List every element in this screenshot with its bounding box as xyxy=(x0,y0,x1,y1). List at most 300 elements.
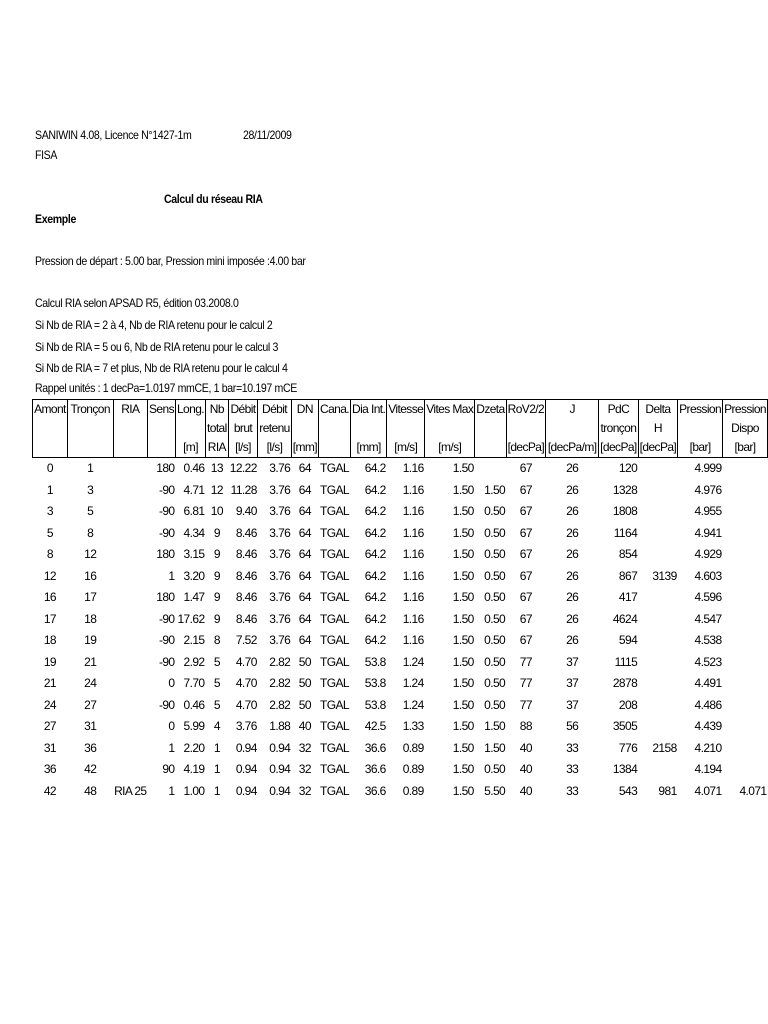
table-cell xyxy=(638,523,678,545)
table-cell: 42.5 xyxy=(364,719,386,733)
table-cell: 9 xyxy=(213,611,220,626)
table-cell xyxy=(113,609,147,631)
table-cell: 7.70 xyxy=(183,676,205,690)
table-cell: 77 xyxy=(519,697,532,712)
table-cell: 9.40 xyxy=(235,504,257,518)
table-cell: 4.491 xyxy=(694,676,722,690)
table-cell: 0 xyxy=(46,461,53,475)
table-cell: 0.50 xyxy=(484,525,506,540)
table-cell: 64.2 xyxy=(364,482,386,497)
table-cell: 1.50 xyxy=(484,740,506,755)
table-cell: 3.76 xyxy=(269,590,291,604)
table-cell: 4.210 xyxy=(694,740,722,755)
table-cell xyxy=(113,630,147,652)
table-cell: 40 xyxy=(519,740,532,755)
header-cell: [mm] xyxy=(351,438,387,458)
table-cell: 3139 xyxy=(652,568,677,583)
table-row xyxy=(33,458,768,480)
header-cell xyxy=(33,438,68,458)
table-cell: 0.50 xyxy=(484,676,506,690)
table-cell: TGAL xyxy=(320,482,349,497)
table-cell: 1.50 xyxy=(452,504,474,518)
header-cell: Vites Max xyxy=(425,400,475,420)
table-cell: 1.24 xyxy=(402,697,424,712)
table-cell xyxy=(638,695,678,717)
table-cell: 64 xyxy=(298,590,311,604)
table-cell: 53.8 xyxy=(364,697,386,712)
header-cell: Dzeta xyxy=(475,400,506,420)
table-cell: 48 xyxy=(84,783,97,798)
table-cell: 2.82 xyxy=(269,654,291,669)
table-cell: 40 xyxy=(298,719,311,733)
table-cell: 1.50 xyxy=(452,676,474,690)
table-cell: 0 xyxy=(168,719,175,733)
table-cell: 67 xyxy=(519,482,532,497)
table-cell: 16 xyxy=(84,568,97,583)
table-cell: TGAL xyxy=(320,740,349,755)
table-cell: 981 xyxy=(658,783,677,798)
table-cell: 1.88 xyxy=(269,719,291,733)
header-cell xyxy=(506,419,546,438)
table-cell: 1.50 xyxy=(452,783,474,798)
table-cell: 64.2 xyxy=(364,461,386,475)
header-cell xyxy=(546,419,599,438)
table-cell: 12 xyxy=(84,547,97,561)
table-cell: 1.50 xyxy=(452,568,474,583)
table-cell: 8 xyxy=(46,547,53,561)
table-cell: 26 xyxy=(566,482,579,497)
table-cell: 0.50 xyxy=(484,611,506,626)
table-cell xyxy=(475,458,506,480)
table-cell: 32 xyxy=(298,783,311,798)
header-cell xyxy=(175,419,205,438)
table-cell: 36.6 xyxy=(364,740,386,755)
table-cell: 4.976 xyxy=(694,482,722,497)
table-cell: 21 xyxy=(43,676,56,690)
table-cell: 24 xyxy=(84,676,97,690)
table-cell: 1 xyxy=(168,740,175,755)
table-cell: 0.94 xyxy=(269,740,291,755)
table-cell: 37 xyxy=(566,697,579,712)
table-cell: 1.16 xyxy=(402,568,424,583)
table-cell: 64.2 xyxy=(364,547,386,561)
table-cell xyxy=(723,738,768,760)
table-cell xyxy=(113,523,147,545)
header-cell: retenu xyxy=(258,419,291,438)
table-cell: 1.50 xyxy=(452,461,474,475)
table-header xyxy=(33,400,768,458)
table-cell: 26 xyxy=(566,611,579,626)
header-cell xyxy=(425,419,475,438)
table-cell xyxy=(113,673,147,695)
table-row xyxy=(33,523,768,545)
table-cell: 4.486 xyxy=(694,697,722,712)
table-cell: 4.929 xyxy=(694,547,722,561)
header-cell xyxy=(319,419,351,438)
table-cell: 4.439 xyxy=(694,719,722,733)
table-cell: 1164 xyxy=(613,525,638,540)
table-cell: 4.538 xyxy=(694,633,722,647)
table-cell: 36.6 xyxy=(364,783,386,798)
table-cell xyxy=(723,566,768,588)
table-cell: 21 xyxy=(84,654,97,669)
table-cell: 64.2 xyxy=(364,504,386,518)
table-cell: 77 xyxy=(519,654,532,669)
header-cell: Nb xyxy=(206,400,229,420)
header-cell: brut xyxy=(228,419,258,438)
table-cell: 1.16 xyxy=(402,633,424,647)
table-cell: 180 xyxy=(156,547,175,561)
header-cell: J xyxy=(546,400,599,420)
header-cell xyxy=(33,419,68,438)
calc-note: Si Nb de RIA = 5 ou 6, Nb de RIA retenu pour le calcul 3 xyxy=(35,340,278,354)
table-cell: 1 xyxy=(213,740,220,755)
table-cell: 1.24 xyxy=(402,676,424,690)
table-cell: 0.50 xyxy=(484,504,506,518)
table-cell: 3.76 xyxy=(269,461,291,475)
table-cell: 1.16 xyxy=(402,504,424,518)
header-cell: RIA xyxy=(113,400,147,420)
table-cell: 180 xyxy=(156,461,175,475)
table-cell: 1.50 xyxy=(452,762,474,776)
table-cell: 1.16 xyxy=(402,590,424,604)
table-cell: 3 xyxy=(87,482,94,497)
table-cell: 36 xyxy=(43,762,56,776)
table-cell: 1.50 xyxy=(452,611,474,626)
table-cell xyxy=(723,716,768,738)
calc-note: Si Nb de RIA = 7 et plus, Nb de RIA retenu pour le calcul 4 xyxy=(35,361,288,375)
header-cell: Dia Int. xyxy=(351,400,387,420)
table-cell: 27 xyxy=(84,697,97,712)
table-cell: 90 xyxy=(162,762,175,776)
table-cell: TGAL xyxy=(320,719,349,733)
table-cell: 854 xyxy=(618,547,638,561)
table-cell: 1.16 xyxy=(402,461,424,475)
table-cell xyxy=(723,523,768,545)
table-cell: 0.46 xyxy=(183,461,205,475)
table-cell: 1328 xyxy=(612,482,638,497)
table-cell: 64 xyxy=(298,482,311,497)
table-cell: 31 xyxy=(84,719,97,733)
table-cell: 67 xyxy=(519,633,532,647)
table-cell xyxy=(723,695,768,717)
table-cell: 33 xyxy=(566,740,579,755)
table-cell: 5.50 xyxy=(484,783,506,798)
table-cell: 36.6 xyxy=(364,762,386,776)
table-row xyxy=(33,566,768,588)
table-cell: 3.76 xyxy=(269,611,291,626)
header-cell: Pression xyxy=(723,400,768,420)
document-subtitle: Exemple xyxy=(35,212,76,226)
table-cell: TGAL xyxy=(320,504,349,518)
header-cell xyxy=(351,419,387,438)
table-cell: 3.76 xyxy=(269,547,291,561)
header-cell: Long. xyxy=(175,400,205,420)
header-cell: [mm] xyxy=(291,438,318,458)
table-cell: 3.76 xyxy=(269,568,291,583)
table-cell: 0.89 xyxy=(402,783,424,798)
header-cell xyxy=(148,438,176,458)
table-cell: 4.547 xyxy=(694,611,722,626)
table-cell: 67 xyxy=(519,504,532,518)
table-cell: 2158 xyxy=(652,740,677,755)
table-cell: 0.50 xyxy=(484,762,506,776)
table-cell: 1 xyxy=(46,482,53,497)
table-cell: 5 xyxy=(213,654,220,669)
table-cell xyxy=(113,652,147,674)
table-cell: 4 xyxy=(213,719,220,733)
table-cell: 1115 xyxy=(614,654,638,669)
table-cell: 3.76 xyxy=(269,504,291,518)
table-cell: 4.596 xyxy=(694,590,722,604)
header-cell xyxy=(291,419,318,438)
header-cell: tronçon xyxy=(599,419,639,438)
table-cell: 4.70 xyxy=(235,697,257,712)
table-cell: TGAL xyxy=(320,461,349,475)
table-row xyxy=(33,759,768,781)
table-cell: 40 xyxy=(519,762,532,776)
software-license-line: SANIWIN 4.08, Licence N°1427-1m xyxy=(35,128,192,142)
table-cell: 1.50 xyxy=(452,525,474,540)
header-cell: Cana. xyxy=(319,400,351,420)
table-cell: TGAL xyxy=(320,633,349,647)
table-cell: 1 xyxy=(213,783,220,798)
header-cell: Dispo xyxy=(723,419,768,438)
pressure-summary: Pression de départ : 5.00 bar, Pression mini imposée :4.00 bar xyxy=(35,254,306,268)
table-cell: 5 xyxy=(213,697,220,712)
calc-note: Calcul RIA selon APSAD R5, édition 03.2008.0 xyxy=(35,296,239,310)
table-cell: 64 xyxy=(298,611,311,626)
table-cell: 2.15 xyxy=(183,633,205,647)
table-cell: -90 xyxy=(158,633,175,647)
table-cell: 12.22 xyxy=(229,461,257,475)
table-cell: 64 xyxy=(298,547,311,561)
table-cell: 19 xyxy=(43,654,56,669)
table-cell: 0.50 xyxy=(484,633,506,647)
header-cell: [bar] xyxy=(723,438,768,458)
table-cell: 417 xyxy=(618,590,638,604)
table-cell: 64 xyxy=(298,504,311,518)
table-cell: 64.2 xyxy=(364,568,386,583)
table-cell: 12 xyxy=(210,482,223,497)
table-cell: 0.94 xyxy=(235,783,257,798)
table-cell: 1.50 xyxy=(452,482,474,497)
table-cell: 4.70 xyxy=(235,676,257,690)
table-cell: 1 xyxy=(87,461,94,475)
table-cell: 77 xyxy=(519,676,532,690)
table-cell: 4.71 xyxy=(183,482,205,497)
header-cell: Débit xyxy=(228,400,258,420)
table-cell: 50 xyxy=(298,697,311,712)
table-cell: 1.16 xyxy=(402,611,424,626)
table-cell: 3.76 xyxy=(235,719,257,733)
header-cell xyxy=(67,438,113,458)
table-cell xyxy=(723,544,768,566)
table-cell: 1384 xyxy=(612,762,638,776)
table-cell: 543 xyxy=(618,783,638,798)
table-cell: 1.50 xyxy=(452,740,474,755)
table-cell: 1.50 xyxy=(484,719,506,733)
table-row xyxy=(33,652,768,674)
table-cell: 4.34 xyxy=(183,525,205,540)
header-cell: RIA xyxy=(206,438,229,458)
table-cell: 19 xyxy=(84,633,97,647)
table-cell: 50 xyxy=(298,676,311,690)
table-cell: 2878 xyxy=(612,676,638,690)
header-cell: Débit xyxy=(258,400,291,420)
table-body xyxy=(33,458,768,803)
table-cell: 5 xyxy=(46,525,53,540)
table-cell: 3.76 xyxy=(269,525,291,540)
table-cell: 26 xyxy=(566,590,579,604)
table-cell xyxy=(113,501,147,523)
table-cell: 0.50 xyxy=(484,568,506,583)
header-cell: Pression xyxy=(678,400,723,420)
table-cell: 31 xyxy=(43,740,56,755)
table-cell xyxy=(113,695,147,717)
table-cell: 1.47 xyxy=(183,590,205,604)
table-cell: 64.2 xyxy=(364,633,386,647)
table-cell xyxy=(638,458,678,480)
table-cell: 26 xyxy=(566,461,579,475)
table-cell: 0.89 xyxy=(402,762,424,776)
table-cell: 1.16 xyxy=(402,525,424,540)
table-cell: 13 xyxy=(210,461,223,475)
table-cell: 1 xyxy=(213,762,220,776)
table-cell: 67 xyxy=(519,547,532,561)
table-cell: 37 xyxy=(566,676,579,690)
table-cell: 37 xyxy=(566,654,579,669)
header-cell: [bar] xyxy=(678,438,723,458)
header-cell xyxy=(319,438,351,458)
header-row xyxy=(33,400,768,420)
table-cell: 18 xyxy=(84,611,97,626)
table-cell: 3.76 xyxy=(269,633,291,647)
table-cell: 10 xyxy=(210,504,223,518)
table-cell: 64 xyxy=(298,461,311,475)
table-cell: 4.999 xyxy=(694,461,722,475)
table-cell: 9 xyxy=(213,547,220,561)
table-cell: 67 xyxy=(519,590,532,604)
table-cell: 0.50 xyxy=(484,697,506,712)
table-cell: 24 xyxy=(43,697,56,712)
table-cell: 3.15 xyxy=(183,547,205,561)
header-cell: DN xyxy=(291,400,318,420)
header-cell: [l/s] xyxy=(258,438,291,458)
table-cell xyxy=(638,673,678,695)
table-cell: 4.19 xyxy=(183,762,205,776)
table-cell xyxy=(638,652,678,674)
table-cell xyxy=(723,652,768,674)
table-cell xyxy=(638,587,678,609)
table-row xyxy=(33,609,768,631)
table-cell: 4.941 xyxy=(694,525,722,540)
table-cell: 0.94 xyxy=(269,762,291,776)
table-cell: TGAL xyxy=(320,547,349,561)
table-cell: TGAL xyxy=(320,697,349,712)
table-cell: 26 xyxy=(566,568,579,583)
table-cell: 0.94 xyxy=(269,783,291,798)
table-cell: -90 xyxy=(158,482,175,497)
table-cell: 9 xyxy=(213,590,220,604)
table-cell: 67 xyxy=(519,461,532,475)
table-cell: 88 xyxy=(519,719,532,733)
table-cell: 1.16 xyxy=(402,547,424,561)
table-cell: 776 xyxy=(618,740,638,755)
table-cell: 1 xyxy=(168,568,175,583)
table-cell: 9 xyxy=(213,568,220,583)
ria-network-table xyxy=(32,399,768,802)
table-cell: 4.194 xyxy=(694,762,722,776)
table-cell: TGAL xyxy=(320,568,349,583)
table-cell: 8 xyxy=(87,525,94,540)
table-cell xyxy=(723,759,768,781)
table-cell: 8.46 xyxy=(235,547,257,561)
table-cell: 11.28 xyxy=(230,482,257,497)
units-reminder: Rappel unités : 1 decPa=1.0197 mmCE, 1 bar=10.197 mCE xyxy=(35,381,297,395)
table-cell xyxy=(638,480,678,502)
header-cell: total xyxy=(206,419,229,438)
table-cell: 17.62 xyxy=(177,611,205,626)
table-cell: 208 xyxy=(618,697,638,712)
table-cell: 64.2 xyxy=(364,611,386,626)
table-cell xyxy=(638,609,678,631)
table-cell: 5 xyxy=(213,676,220,690)
table-cell: 8.46 xyxy=(235,590,257,604)
table-cell: 5.99 xyxy=(183,719,205,733)
table-cell: 6.81 xyxy=(183,504,205,518)
table-cell: 1.50 xyxy=(452,590,474,604)
header-cell xyxy=(678,419,723,438)
table-row xyxy=(33,695,768,717)
table-cell xyxy=(113,759,147,781)
table-cell: 56 xyxy=(566,719,579,733)
table-cell: 4.955 xyxy=(694,504,722,518)
table-cell xyxy=(113,458,147,480)
header-cell: [l/s] xyxy=(228,438,258,458)
table-cell: 8.46 xyxy=(235,568,257,583)
table-cell: 3.76 xyxy=(269,482,291,497)
table-cell: RIA 25 xyxy=(114,783,147,798)
table-cell: 3.20 xyxy=(183,568,205,583)
table-cell: 3505 xyxy=(612,719,638,733)
table-cell: TGAL xyxy=(320,590,349,604)
table-cell: 42 xyxy=(84,762,97,776)
table-cell: 4.70 xyxy=(235,654,257,669)
table-cell: 64 xyxy=(298,568,311,583)
table-cell: 1.50 xyxy=(452,654,474,669)
header-cell: [m] xyxy=(175,438,205,458)
table-row xyxy=(33,630,768,652)
table-cell xyxy=(723,458,768,480)
table-cell: 64 xyxy=(298,525,311,540)
header-cell: [decPa] xyxy=(638,438,678,458)
table-cell: 67 xyxy=(519,525,532,540)
table-cell: 36 xyxy=(84,740,97,755)
table-cell: 4.523 xyxy=(694,654,722,669)
table-cell: 53.8 xyxy=(364,654,386,669)
table-cell: -90 xyxy=(158,504,175,518)
table-cell: 3 xyxy=(46,504,53,518)
table-row xyxy=(33,738,768,760)
table-cell: 67 xyxy=(519,611,532,626)
table-cell: 26 xyxy=(566,504,579,518)
header-cell xyxy=(475,419,506,438)
table-cell: 16 xyxy=(43,590,56,604)
table-cell: 867 xyxy=(618,568,638,583)
table-cell: 26 xyxy=(566,547,579,561)
table-cell: 33 xyxy=(566,762,579,776)
